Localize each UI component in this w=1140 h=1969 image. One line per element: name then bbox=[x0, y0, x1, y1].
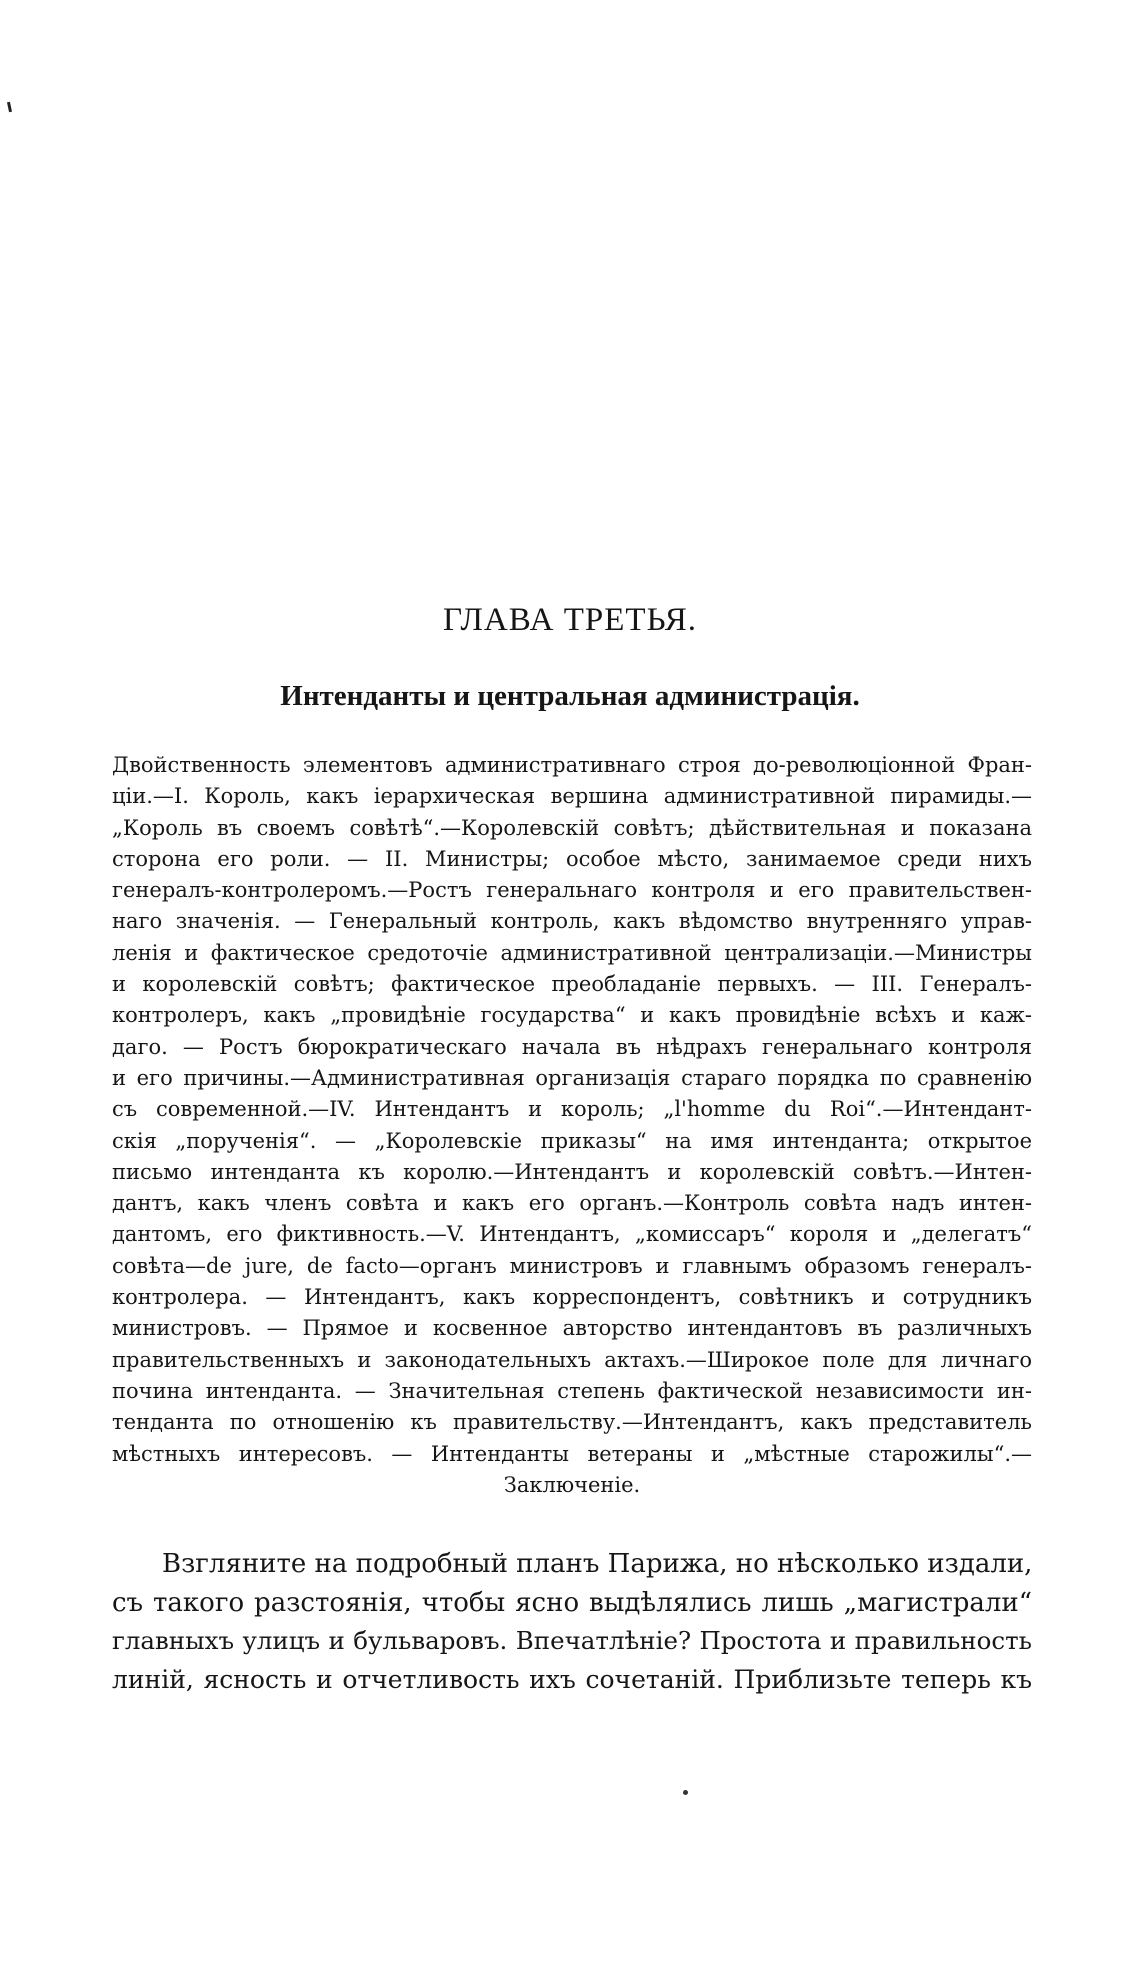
summary-line: ленія и фактическое средоточіе административной централизаціи.—Министры bbox=[112, 940, 1032, 965]
body-line: главныхъ улицъ и бульваровъ. Впечатлѣніе? Простота и правильность bbox=[112, 1626, 1032, 1655]
chapter-subtitle: Интенданты и центральная администрація. bbox=[280, 680, 860, 712]
summary-line: съ современной.—IV. Интендантъ и король; „l'homme du Roi“.—Интендант- bbox=[112, 1097, 1032, 1122]
body-line: съ такого разстоянія, чтобы ясно выдѣлялись лишь „магистрали“ bbox=[112, 1587, 1032, 1618]
summary-line: сторона его роли. — II. Министры; особое мѣсто, занимаемое среди нихъ bbox=[112, 846, 1032, 871]
scan-speck bbox=[683, 1790, 688, 1795]
summary-line: контролеръ, какъ „провидѣніе государства“ и какъ провидѣніе всѣхъ и каж- bbox=[112, 1003, 1032, 1028]
body-paragraph bbox=[112, 1545, 1032, 1699]
body-line: Взгляните на подробный планъ Парижа, но нѣсколько издали, bbox=[162, 1549, 1033, 1579]
body-line: линій, ясность и отчетливость ихъ сочетаній. Приблизьте теперь къ bbox=[112, 1664, 1032, 1694]
summary-line: и его причины.—Административная организація стараго порядка по сравненію bbox=[112, 1065, 1032, 1090]
summary-line: Заключеніе. bbox=[503, 1472, 641, 1497]
summary-line: наго значенія. — Генеральный контроль, какъ вѣдомство внутренняго управ- bbox=[112, 909, 1032, 934]
summary-line: мѣстныхъ интересовъ. — Интенданты ветераны и „мѣстные старожилы“.— bbox=[112, 1441, 1032, 1466]
summary-line: совѣта—de jure, de facto—органъ министровъ и главнымъ образомъ генералъ- bbox=[112, 1253, 1032, 1278]
chapter-heading: ГЛАВА ТРЕТЬЯ. bbox=[442, 602, 698, 638]
summary-line: ціи.—I. Король, какъ іерархическая вершина административной пирамиды.— bbox=[112, 784, 1032, 809]
summary-line: даго. — Ростъ бюрократическаго начала въ нѣдрахъ генеральнаго контроля bbox=[112, 1034, 1032, 1059]
summary-line: министровъ. — Прямое и косвенное авторство интендантовъ въ различныхъ bbox=[112, 1316, 1032, 1341]
chapter-summary bbox=[112, 750, 1032, 1501]
summary-line: генералъ-контролеромъ.—Ростъ генеральнаго контроля и его правительствен- bbox=[112, 878, 1032, 903]
summary-line: правительственныхъ и законодательныхъ актахъ.—Широкое поле для личнаго bbox=[112, 1347, 1032, 1372]
summary-line: „Король въ своемъ совѣтѣ“.—Королевскій совѣтъ; дѣйствительная и показана bbox=[112, 815, 1032, 840]
summary-line: контролера. — Интендантъ, какъ корреспондентъ, совѣтникъ и сотрудникъ bbox=[112, 1285, 1032, 1310]
summary-line: дантомъ, его фиктивность.—V. Интендантъ, „комиссаръ“ короля и „делегатъ“ bbox=[112, 1222, 1032, 1247]
summary-line: тенданта по отношенію къ правительству.—Интендантъ, какъ представитель bbox=[112, 1410, 1032, 1435]
summary-line: дантъ, какъ членъ совѣта и какъ его органъ.—Контроль совѣта надъ интен- bbox=[112, 1191, 1032, 1216]
summary-line: почина интенданта. — Значительная степень фактической независимости ин- bbox=[112, 1378, 1032, 1403]
scan-mark bbox=[7, 102, 12, 112]
summary-line: Двойственность элементовъ административнаго строя до-революціонной Фран- bbox=[112, 753, 1032, 777]
summary-line: письмо интенданта къ королю.—Интендантъ и королевскій совѣтъ.—Интен- bbox=[112, 1159, 1032, 1184]
summary-line: и королевскій совѣтъ; фактическое преобладаніе первыхъ. — III. Генералъ- bbox=[112, 972, 1032, 997]
summary-line: скія „порученія“. — „Королевскіе приказы“ на имя интенданта; открытое bbox=[112, 1128, 1032, 1153]
